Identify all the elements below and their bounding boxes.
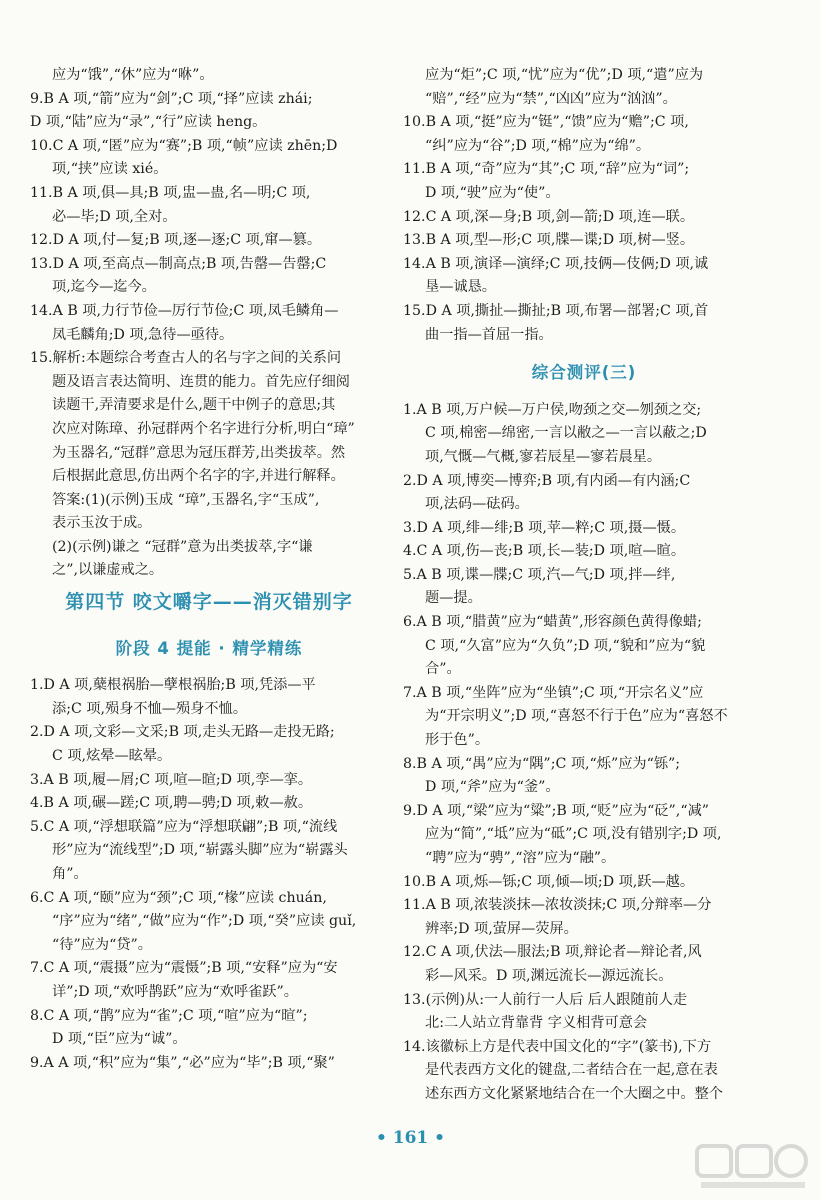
text-line: 北:二人站立背靠背 字义相背可意会: [425, 1015, 648, 1032]
answer-item: 12.C A 项,伏法—服法;B 项,辩论者—辩论者,风: [403, 944, 702, 961]
text-line: “序”应为“绪”,“做”应为“作”;D 项,“癸”应读 guǐ,: [52, 913, 357, 930]
text-line: D 项,“斧”应为“釜”。: [425, 779, 560, 796]
answer-item: 10.C A 项,“匿”应为“赛”;B 项,“帧”应读 zhēn;D: [30, 137, 338, 154]
text-line: 题及语言表达简明、连贯的能力。首先应仔细阅: [52, 373, 350, 390]
text-line: 添;C 项,殒身不恤—殒身不恤。: [52, 700, 247, 717]
answer-item: 14.A B 项,演译—演绎;C 项,技俩—伎俩;D 项,诚: [403, 255, 709, 272]
answer-item: 5.C A 项,“浮想联篇”应为“浮想联翩”;B 项,“流线: [30, 818, 338, 835]
text-line: 凤毛麟角;D 项,急待—亟待。: [52, 326, 234, 343]
answer-item: 4.B A 项,碾—蹉;C 项,聘—骋;D 项,敕—赦。: [30, 795, 313, 812]
text-line: 后根据此意思,仿出两个名字的字,并进行解释。: [52, 468, 345, 485]
answer-item: 2.D A 项,博奕—博弈;B 项,有内函—有内涵;C: [403, 472, 691, 489]
text-line: 为“开宗明义”;D 项,“喜怒不行于色”应为“喜怒不: [425, 708, 728, 725]
text-line: 形于色”。: [425, 732, 490, 749]
answer-item: 3.D A 项,绯—绯;B 项,苹—粹;C 项,摄—慑。: [403, 519, 686, 536]
section-title: 综合测评(三): [531, 363, 637, 383]
answer-item: 1.D A 项,蘖根祸胎—孽根祸胎;B 项,凭添—平: [30, 677, 316, 694]
text-line: 形”应为“流线型”;D 项,“崭露头脚”应为“崭露头: [52, 842, 348, 859]
answer-item: 11.B A 项,“奇”应为“其”;C 项,“辞”应为“词”;: [403, 161, 690, 178]
text-line: 项,“挟”应读 xié。: [52, 161, 168, 178]
text-line: 垦—诚恳。: [425, 279, 496, 296]
text-line: 项,迄今—迄今。: [52, 279, 156, 296]
answer-item: 6.C A 项,“颐”应为“颈”;C 项,“椽”应读 chuán,: [30, 889, 327, 906]
answer-item: 8.B A 项,“禺”应为“隅”;C 项,“烁”应为“铄”;: [403, 755, 681, 772]
answer-item: 12.D A 项,付—复;B 项,逐—逐;C 项,窜—篡。: [30, 232, 322, 249]
answer-item: 8.C A 项,“鹊”应为“雀”;C 项,“喧”应为“暄”;: [30, 1007, 308, 1024]
text-line: 合”。: [425, 661, 461, 678]
text-line: 读题干,弄清要求是什么,题干中例子的意思;其: [52, 397, 336, 414]
text-line: 必—毕;D 项,全对。: [52, 208, 177, 225]
answer-item: 9.A A 项,“积”应为“集”,“必”应为“毕”;B 项,“聚”: [30, 1054, 335, 1071]
answer-item: 13.D A 项,至高点—制高点;B 项,告罄—告罄;C: [30, 255, 327, 272]
text-line: 应为“饿”,“休”应为“咻”。: [52, 67, 214, 83]
answer-item: 4.C A 项,伤—丧;B 项,长—装;D 项,喧—暄。: [403, 543, 686, 560]
text-line: 彩—风采。D 项,渊远流长—源远流长。: [425, 967, 673, 984]
text-line: C 项,“久富”应为“久负”;D 项,“貌和”应为“貌: [425, 637, 706, 654]
answer-item: 13.B A 项,型—形;C 项,牒—谍;D 项,树—竖。: [403, 232, 695, 249]
text-line: 详”;D 项,“欢呼鹊跃”应为“欢呼雀跃”。: [52, 983, 298, 1000]
text-line: 应为“简”,“坻”应为“砥”;C 项,没有错别字;D 项,: [425, 826, 722, 843]
answer-item: 7.A B 项,“坐阵”应为“坐镇”;C 项,“开宗名义”应: [403, 684, 704, 701]
answer-item: 1.A B 项,万户候—万户侯,吻颈之交—刎颈之交;: [403, 401, 702, 418]
text-line: 题—提。: [425, 590, 482, 607]
answer-item: 9.B A 项,“箭”应为“剑”;C 项,“择”应读 zhái;: [30, 90, 313, 107]
watermark-logo-icon: [693, 1140, 813, 1192]
text-line: C 项,棉密—绵密,一言以敝之—一言以蔽之;D: [425, 425, 707, 442]
answer-item: 13.(示例)从:一人前行一人后 后人跟随前人走: [403, 991, 688, 1008]
answer-item: 14.A B 项,力行节俭—厉行节俭;C 项,凤毛鳞角—: [30, 302, 339, 319]
page-number: • 161 •: [375, 1128, 446, 1148]
text-line: 应为“炬”;C 项,“忧”应为“优”;D 项,“遣”应为: [425, 67, 704, 83]
text-line: (2)(示例)谦之 “冠群”意为出类拔萃,字“谦: [52, 538, 313, 555]
section-title: 第四节 咬文嚼字——消灭错别字: [65, 591, 353, 614]
answer-item: 11.A B 项,浓装淡抹—浓妆淡抹;C 项,分辩率—分: [403, 897, 712, 914]
answer-item: 10.B A 项,烁—铄;C 项,倾—顷;D 项,跃—越。: [403, 873, 695, 890]
text-line: 项,气慨—气概,寥若辰星—寥若晨星。: [425, 448, 662, 465]
text-line: “待”应为“贷”。: [52, 936, 152, 953]
left-column: [30, 64, 388, 1075]
text-line: 表示玉汝于成。: [52, 515, 152, 532]
answer-item: 3.A B 项,履—屑;C 项,喧—暄;D 项,孪—挛。: [30, 771, 313, 788]
answer-item: 11.B A 项,俱—具;B 项,盅—蛊,名—明;C 项,: [30, 184, 311, 201]
text-line: 次应对陈璋、孙冠群两个名字进行分析,明白“璋”: [52, 420, 355, 437]
answer-item: 10.B A 项,“挺”应为“铤”,“馈”应为“赡”;C 项,: [403, 114, 689, 131]
text-line: 项,法码—砝码。: [425, 496, 529, 513]
text-line: 角”。: [52, 866, 88, 882]
answer-item: 7.C A 项,“震摄”应为“震慑”;B 项,“安释”应为“安: [30, 960, 338, 977]
text-line: D 项,“陆”应为“录”,“行”应读 heng。: [30, 114, 267, 131]
text-line: “赔”,“经”应为“禁”,“凶凶”应为“汹汹”。: [425, 90, 677, 107]
answer-item: 15.解析:本题综合考查古人的名与字之间的关系问: [30, 350, 342, 367]
text-line: “纠”应为“谷”;D 项,“棉”应为“绵”。: [425, 137, 651, 154]
text-line: 曲一指—首屈一指。: [425, 326, 553, 343]
answer-item: 5.A B 项,谍—牒;C 项,汽—气;D 项,拌—绊,: [403, 566, 676, 583]
answer-item: 15.D A 项,撕扯—撕扯;B 项,布署—部署;C 项,首: [403, 302, 709, 319]
text-line: D 项,“驶”应为“使”。: [425, 184, 560, 201]
answer-item: 9.D A 项,“梁”应为“粱”;B 项,“贬”应为“砭”,“减”: [403, 802, 710, 819]
answer-item: 2.D A 项,文彩—文采;B 项,走头无路—走投无路;: [30, 724, 335, 741]
right-column: [403, 64, 765, 1107]
text-line: 之”,以谦虚戒之。: [52, 562, 164, 579]
answer-item: 12.C A 项,深—身;B 项,剑—箭;D 项,连—联。: [403, 208, 695, 225]
text-line: 为玉器名,“冠群”意思为冠压群芳,出类拔萃。然: [52, 444, 346, 461]
text-line: 述东西方文化紧紧地结合在一个大圈之中。整个: [425, 1085, 723, 1102]
answer-item: 6.A B 项,“腊黄”应为“蜡黄”,形容颜色黄得像蜡;: [403, 614, 702, 631]
text-line: “聘”应为“骋”,“溶”应为“融”。: [425, 850, 616, 866]
text-line: 辨率;D 项,萤屏—荧屏。: [425, 920, 578, 937]
text-line: C 项,炫晕—眩晕。: [52, 748, 172, 765]
answer-line: 答案:(1)(示例)玉成 “璋”,玉器名,字“玉成”,: [52, 491, 320, 508]
subsection-title: 阶段 4 提能 · 精学精练: [115, 638, 303, 658]
answer-item: 14.该徽标上方是代表中国文化的“字”(篆书),下方: [403, 1038, 712, 1055]
text-line: 是代表西方文化的键盘,二者结合在一起,意在表: [425, 1062, 718, 1079]
text-line: D 项,“臣”应为“诚”。: [52, 1031, 187, 1048]
